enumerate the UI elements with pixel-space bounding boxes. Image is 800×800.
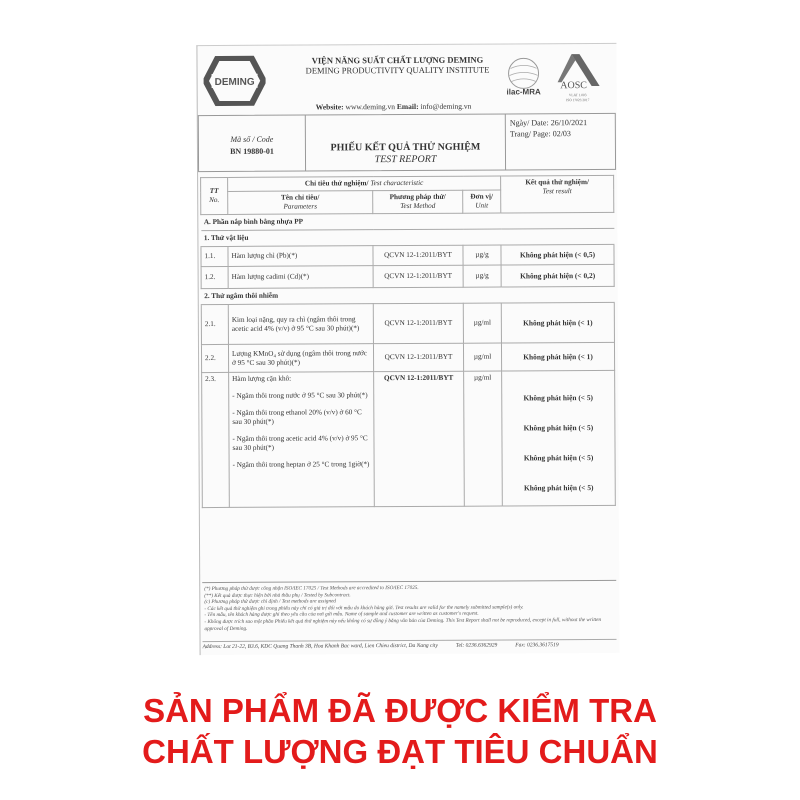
col-char-en: Test characteristic bbox=[370, 178, 424, 188]
row-result: Không phát hiện (< 1) bbox=[501, 302, 614, 343]
address: Address: Lot 21-22, B3.6, KDC Quang Thanh 3B, Hoa Khanh Bac ward, Lien Chieu district, Da Nang city bbox=[202, 642, 438, 651]
row-unit: µg/ml bbox=[463, 343, 501, 371]
institute-name bbox=[287, 54, 507, 75]
footnote: - Tên mẫu, tên khách hàng được ghi theo yêu cầu của nơi gửi mẫu. Name of sample and customer are written as customer's request. bbox=[204, 611, 479, 619]
row-result: Không phát hiện (< 0,2) bbox=[501, 264, 614, 287]
report-header bbox=[197, 44, 617, 114]
deming-logo bbox=[203, 56, 265, 106]
row-no: 2.1. bbox=[201, 304, 228, 344]
date-page-cell bbox=[506, 114, 615, 170]
institute-name-vi: VIỆN NĂNG SUẤT CHẤT LƯỢNG DEMING bbox=[311, 54, 484, 66]
email-link[interactable]: info@deming.vn bbox=[420, 101, 472, 111]
svg-text:ISO 17025:2017: ISO 17025:2017 bbox=[566, 98, 590, 103]
table-row bbox=[201, 342, 614, 372]
row-result: Không phát hiện (< 1) bbox=[501, 342, 614, 371]
row-method: QCVN 12-1:2011/BYT bbox=[373, 343, 463, 371]
website-link[interactable]: www.deming.vn bbox=[345, 102, 396, 112]
col-result-vi: Kết quả thử nghiệm/ bbox=[525, 178, 589, 187]
title-cell bbox=[306, 114, 506, 170]
col-method-en: Test Method bbox=[400, 201, 436, 211]
row-no: 2.3. bbox=[202, 372, 230, 507]
aosc-logo bbox=[553, 52, 609, 104]
banner-line-1: SẢN PHẨM ĐÃ ĐƯỢC KIỂM TRA bbox=[143, 692, 657, 729]
code-label: Mã số / Code bbox=[230, 134, 274, 144]
col-char-vi: Chỉ tiêu thử nghiệm/ bbox=[304, 179, 369, 188]
svg-text:ilac-MRA: ilac-MRA bbox=[506, 87, 541, 97]
row-method: QCVN 12-1:2011/BYT bbox=[374, 371, 465, 506]
col-param-vi: Tên chỉ tiêu/ bbox=[281, 193, 320, 202]
sub-param: - Ngâm thôi trong heptan ở 25 °C trong 1giờ(*) bbox=[232, 460, 370, 469]
svg-text:DEMING: DEMING bbox=[214, 76, 255, 89]
institute-name-en: DEMING PRODUCTIVITY QUALITY INSTITUTE bbox=[305, 64, 490, 76]
col-method-vi: Phương pháp thử/ bbox=[389, 192, 446, 202]
row-param: Hàm lượng chì (Pb)(*) bbox=[228, 246, 373, 267]
sub-result: Không phát hiện (< 5) bbox=[523, 453, 594, 463]
row-unit: µg/g bbox=[463, 265, 501, 287]
table-header-row bbox=[201, 175, 614, 191]
footnote: (**) Kết quả được thực hiện bởi nhà thầu phụ / Tested by Subcontract. bbox=[204, 591, 351, 599]
report-title-vi: PHIẾU KẾT QUẢ THỬ NGHIỆM bbox=[330, 141, 481, 154]
table-row bbox=[202, 370, 616, 507]
row-unit: µg/g bbox=[463, 245, 501, 265]
banner-line-2: CHẤT LƯỢNG ĐẠT TIÊU CHUẨN bbox=[142, 733, 658, 770]
sub-result: Không phát hiện (< 5) bbox=[523, 393, 594, 403]
sub-param: - Ngâm thôi trong ethanol 20% (v/v) ở 60 °C sau 30 phút(*) bbox=[232, 408, 362, 426]
col-no-en: No. bbox=[209, 195, 220, 205]
address-footer bbox=[203, 639, 617, 650]
col-no-vi: TT bbox=[209, 186, 219, 196]
row-no: 1.2. bbox=[201, 266, 228, 288]
row-param bbox=[229, 372, 375, 508]
row-no: 2.2. bbox=[201, 344, 228, 372]
row-method: QCVN 12-1:2011/BYT bbox=[373, 245, 463, 265]
sub-param: - Ngâm thôi trong acetic acid 4% (v/v) ở 95 °C sau 30 phút(*) bbox=[232, 434, 368, 452]
table-row bbox=[201, 264, 614, 288]
group-2-title: 2. Thử ngâm thôi nhiễm bbox=[201, 286, 614, 304]
footnote: - Các kết quả thử nghiệm ghi trong phiếu này chỉ có giá trị đối với mẫu do khách hàng gửi. Test results are valid for the namely submitted sample(s) only. bbox=[204, 604, 524, 612]
row-unit: µg/ml bbox=[464, 371, 503, 506]
group-1-title: 1. Thử vật liệu bbox=[201, 228, 614, 246]
page-number: Trang/ Page: 02/03 bbox=[509, 129, 571, 139]
table-row bbox=[201, 302, 614, 344]
row-param: Kim loại nặng, quy ra chì (ngâm thôi trong acetic acid 4% (v/v) ở 95 °C sau 30 phút)(*) bbox=[228, 304, 373, 345]
col-unit-vi: Đơn vị/ bbox=[470, 192, 494, 201]
svg-text:AOSC: AOSC bbox=[560, 80, 587, 92]
row-result: Không phát hiện (< 0,5) bbox=[501, 244, 614, 265]
footnotes bbox=[202, 580, 616, 635]
sub-result: Không phát hiện (< 5) bbox=[523, 423, 594, 433]
contact-line bbox=[316, 102, 472, 112]
row-method: QCVN 12-1:2011/BYT bbox=[373, 303, 463, 343]
report-date: Ngày/ Date: 26/10/2021 bbox=[509, 118, 588, 128]
email-label: Email: bbox=[396, 101, 419, 112]
code-cell bbox=[199, 116, 306, 172]
sub-result: Không phát hiện (< 5) bbox=[523, 483, 594, 493]
phone: Tel: 0236.6362929 bbox=[455, 642, 498, 649]
footnote: - Không được trích sao một phần Phiếu kết quả thử nghiệm này nếu không có sự đồng ý bằng văn bản của Deming. This Test Report shall not be reproduced, except in full, without the written approval of Deming. bbox=[204, 616, 602, 632]
row-no: 1.1. bbox=[201, 246, 228, 266]
table-row bbox=[201, 244, 614, 266]
row-unit: µg/ml bbox=[463, 303, 501, 343]
row-param: Hàm lượng cadimi (Cd)(*) bbox=[228, 266, 373, 289]
report-info-row bbox=[198, 113, 616, 172]
col-unit-en: Unit bbox=[475, 201, 489, 210]
col-param-en: Parameters bbox=[283, 202, 318, 211]
website-label: Website: bbox=[315, 102, 344, 112]
fax: Fax: 0236.3617519 bbox=[515, 642, 559, 649]
row-param: Lượng KMnO₄ sử dụng (ngâm thôi trong nước ở 95 °C sau 30 phút)(*) bbox=[228, 344, 373, 373]
test-report-document bbox=[196, 43, 619, 655]
code-value: BN 19880-01 bbox=[230, 146, 274, 156]
footnote: (*) Phương pháp thử được công nhận ISO/IEC 17025 / Test Methods are accredited to ISO/IEC 17025. bbox=[204, 584, 419, 593]
sub-param: - Ngâm thôi trong nước ở 95 °C sau 30 phút(*) bbox=[232, 391, 368, 400]
report-title-en: TEST REPORT bbox=[374, 153, 437, 166]
row-method: QCVN 12-1:2011/BYT bbox=[373, 265, 463, 287]
col-result-en: Test result bbox=[542, 187, 572, 196]
svg-text:VLAT 1.003: VLAT 1.003 bbox=[568, 93, 587, 98]
row-result bbox=[502, 370, 616, 506]
ilac-mra-logo bbox=[502, 56, 544, 98]
row-param-title: Hàm lượng cặn khô: bbox=[232, 374, 292, 383]
results-table bbox=[200, 175, 616, 508]
footnote: (c) Phương pháp thử được chỉ định / Test methods are assigned bbox=[204, 598, 336, 606]
section-a-title: A. Phần nắp bình bằng nhựa PP bbox=[201, 212, 614, 230]
